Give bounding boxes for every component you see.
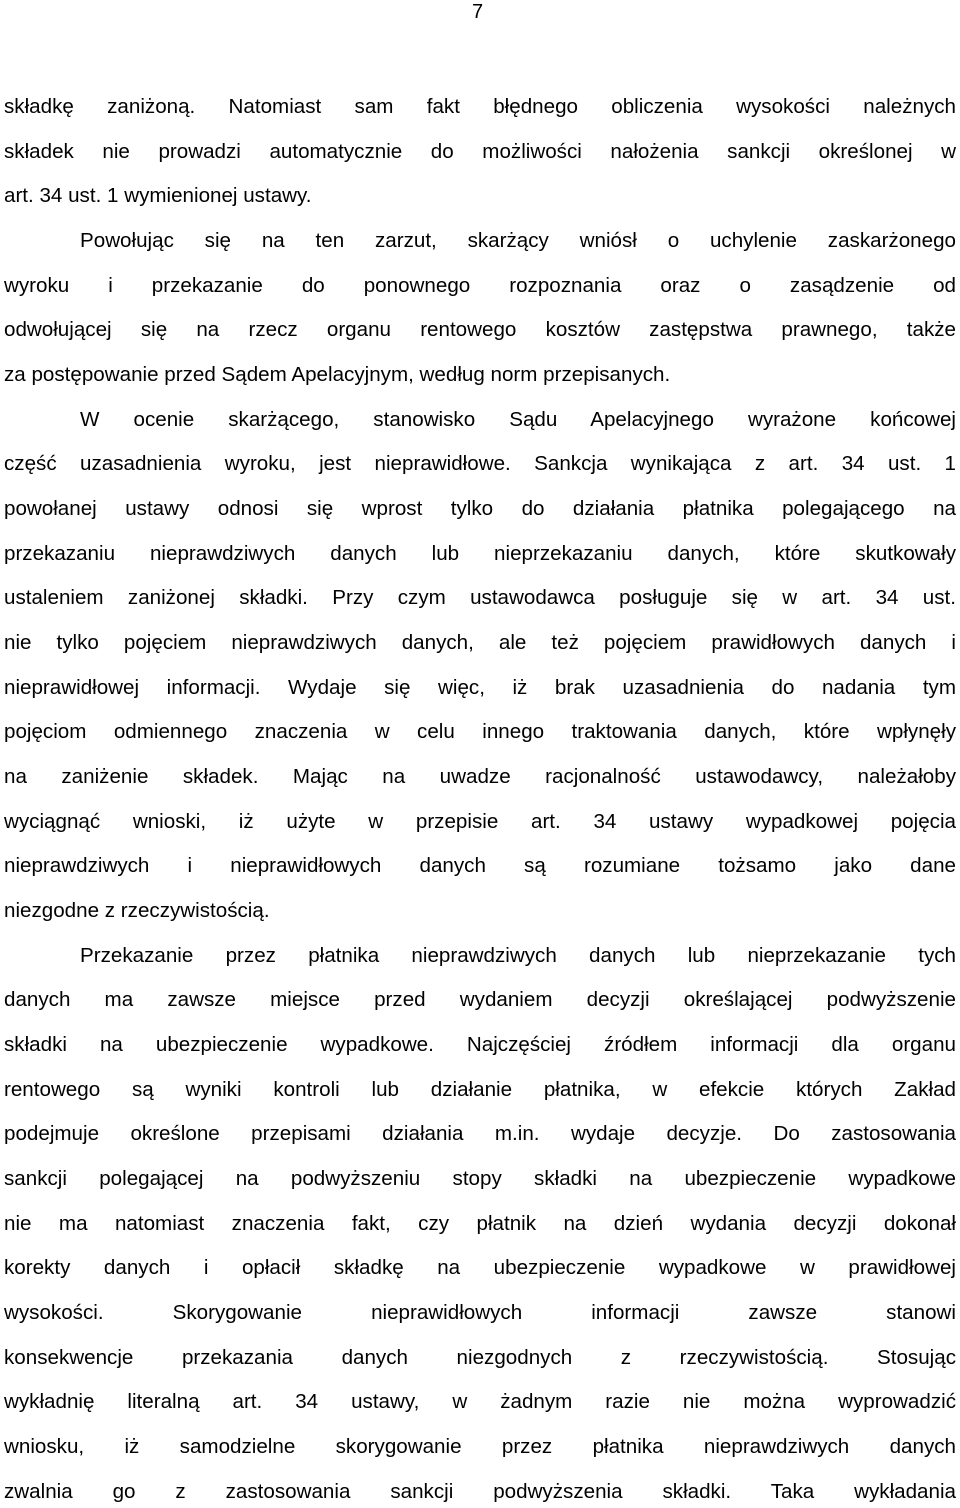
text-line: składki na ubezpieczenie wypadkowe. Najczęściej źródłem informacji dla organu bbox=[4, 1033, 956, 1057]
text-line: składkę zaniżoną. Natomiast sam fakt błędnego obliczenia wysokości należnych bbox=[4, 95, 956, 118]
text-line: niezgodne z rzeczywistością. bbox=[4, 899, 270, 923]
text-line: sankcji polegającej na podwyższeniu stopy składki na ubezpieczenie wypadkowe bbox=[4, 1167, 956, 1191]
text-line: Powołując się na ten zarzut, skarżący wniósł o uchylenie zaskarżonego bbox=[80, 229, 956, 252]
text-line: rentowego są wyniki kontroli lub działanie płatnika, w efekcie których Zakład bbox=[4, 1077, 956, 1101]
text-line: za postępowanie przed Sądem Apelacyjnym, według norm przepisanych. bbox=[4, 363, 671, 387]
text-line: W ocenie skarżącego, stanowisko Sądu Apelacyjnego wyrażone końcowej bbox=[80, 407, 956, 431]
text-line: wykładnię literalną art. 34 ustawy, w żadnym razie nie można wyprowadzić bbox=[4, 1390, 956, 1414]
text-line: wniosku, iż samodzielne skorygowanie przez płatnika nieprawdziwych danych bbox=[4, 1435, 956, 1459]
text-line: wyroku i przekazanie do ponownego rozpoznania oraz o zasądzenie od bbox=[4, 273, 956, 297]
text-line: część uzasadnienia wyroku, jest nieprawidłowe. Sankcja wynikająca z art. 34 ust. 1 bbox=[4, 452, 956, 476]
text-line: odwołującej się na rzecz organu rentowego kosztów zastępstwa prawnego, także bbox=[4, 318, 956, 342]
text-line: danych ma zawsze miejsce przed wydaniem decyzji określającej podwyższenie bbox=[4, 988, 956, 1012]
text-line: wysokości. Skorygowanie nieprawidłowych informacji zawsze stanowi bbox=[4, 1301, 956, 1325]
text-line: nie tylko pojęciem nieprawdziwych danych, ale też pojęciem prawidłowych danych i bbox=[4, 631, 956, 655]
text-line: przekazaniu nieprawdziwych danych lub nieprzekazaniu danych, które skutkowały bbox=[4, 541, 956, 565]
text-line: art. 34 ust. 1 wymienionej ustawy. bbox=[4, 184, 312, 208]
text-line: wyciągnąć wnioski, iż użyte w przepisie art. 34 ustawy wypadkowej pojęcia bbox=[4, 809, 956, 833]
text-line: konsekwencje przekazania danych niezgodnych z rzeczywistością. Stosując bbox=[4, 1345, 956, 1369]
text-line: na zaniżenie składek. Mając na uwadze racjonalność ustawodawcy, należałoby bbox=[4, 765, 956, 789]
text-line: ustaleniem zaniżonej składki. Przy czym ustawodawca posługuje się w art. 34 ust. bbox=[4, 586, 956, 610]
text-line: nieprawdziwych i nieprawidłowych danych są rozumiane tożsamo jako dane bbox=[4, 854, 956, 878]
text-line: składek nie prowadzi automatycznie do możliwości nałożenia sankcji określonej w bbox=[4, 139, 956, 163]
text-line: podejmuje określone przepisami działania m.in. wydaje decyzje. Do zastosowania bbox=[4, 1122, 956, 1146]
text-line: pojęciom odmiennego znaczenia w celu innego traktowania danych, które wpłynęły bbox=[4, 720, 956, 744]
page-number: 7 bbox=[472, 1, 484, 23]
text-line: korekty danych i opłacił składkę na ubezpieczenie wypadkowe w prawidłowej bbox=[4, 1256, 956, 1280]
text-line: Przekazanie przez płatnika nieprawdziwych danych lub nieprzekazanie tych bbox=[80, 943, 956, 967]
text-line: powołanej ustawy odnosi się wprost tylko do działania płatnika polegającego na bbox=[4, 497, 956, 521]
text-line: nie ma natomiast znaczenia fakt, czy płatnik na dzień wydania decyzji dokonał bbox=[4, 1211, 956, 1235]
text-line: nieprawidłowej informacji. Wydaje się więc, iż brak uzasadnienia do nadania tym bbox=[4, 675, 956, 699]
text-line: zwalnia go z zastosowania sankcji podwyższenia składki. Taka wykładania bbox=[4, 1479, 956, 1503]
